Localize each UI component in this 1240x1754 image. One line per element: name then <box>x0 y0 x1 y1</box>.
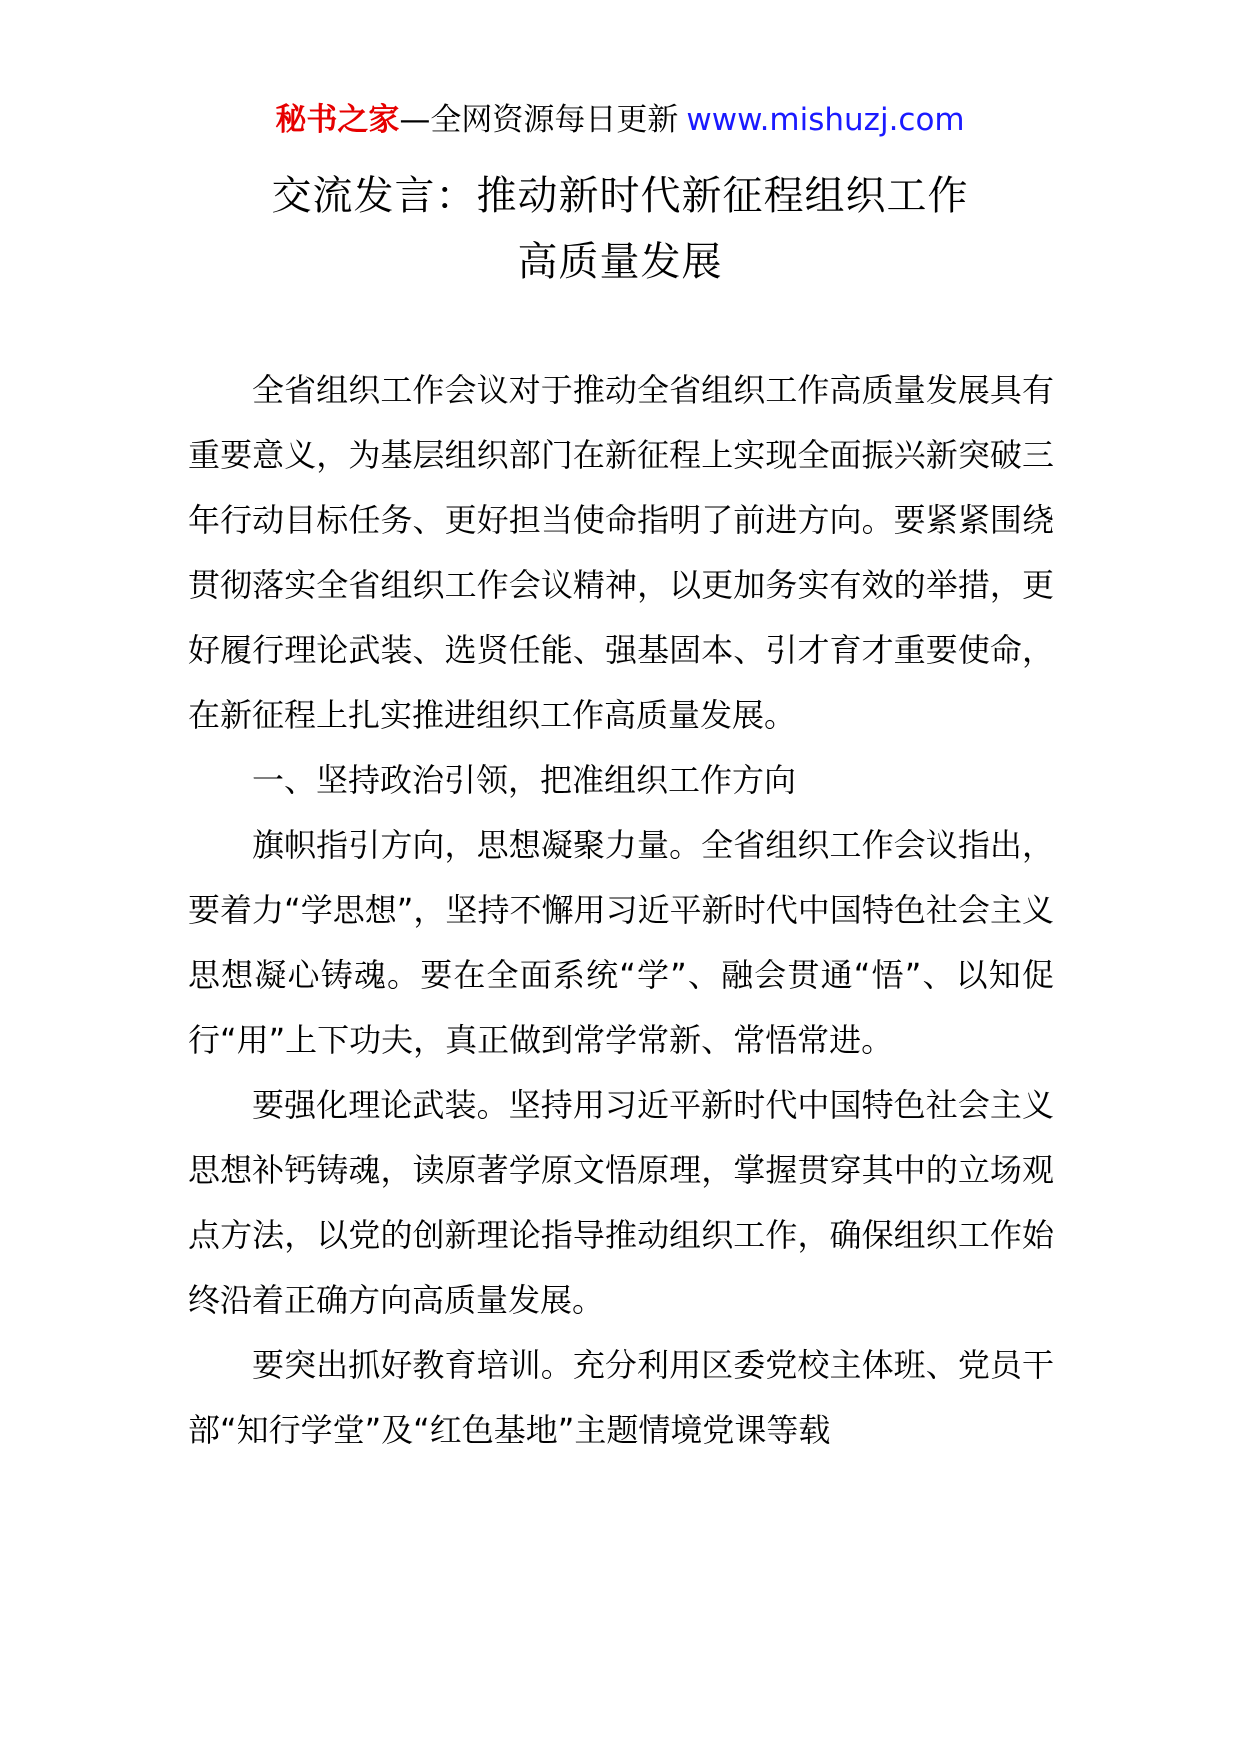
title-line-2: 高质量发展 <box>517 239 723 285</box>
paragraph-intro: 全省组织工作会议对于推动全省组织工作高质量发展具有重要意义，为基层组织部门在新征程上实现全面振兴新突破三年行动目标任务、更好担当使命指明了前进方向。要紧紧围绕贯彻落实全省组织工作会议精神，以更加务实有效的举措，更好履行理论武装、选贤任能、强基固本、引才育才重要使命，在新征程上扎实推进组织工作高质量发展。 <box>188 371 1054 734</box>
site-banner <box>0 100 1240 140</box>
section-heading-1: 一、坚持政治引领，把准组织工作方向 <box>252 761 797 799</box>
site-url-link[interactable]: www.mishuzj.com <box>686 102 965 138</box>
paragraph-3: 要强化理论武装。坚持用习近平新时代中国特色社会主义思想补钙铸魂，读原著学原文悟原理，掌握贯穿其中的立场观点方法，以党的创新理论指导推动组织工作，确保组织工作始终沿着正确方向高质量发展。 <box>188 1086 1054 1319</box>
document-title <box>0 163 1240 295</box>
banner-slogan: —全网资源每日更新 <box>399 102 679 138</box>
paragraph-2: 旗帜指引方向，思想凝聚力量。全省组织工作会议指出，要着力“学思想”，坚持不懈用习近平新时代中国特色社会主义思想凝心铸魂。要在全面系统“学”、融会贯通“悟”、以知促行“用”上下功夫，真正做到常学常新、常悟常进。 <box>188 826 1054 1059</box>
paragraph-4: 要突出抓好教育培训。充分利用区委党校主体班、党员干部“知行学堂”及“红色基地”主题情境党课等载 <box>188 1346 1054 1449</box>
brand-name: 秘书之家 <box>275 102 400 138</box>
document-body <box>188 358 1054 1463</box>
title-line-1: 交流发言：推动新时代新征程组织工作 <box>271 173 969 219</box>
